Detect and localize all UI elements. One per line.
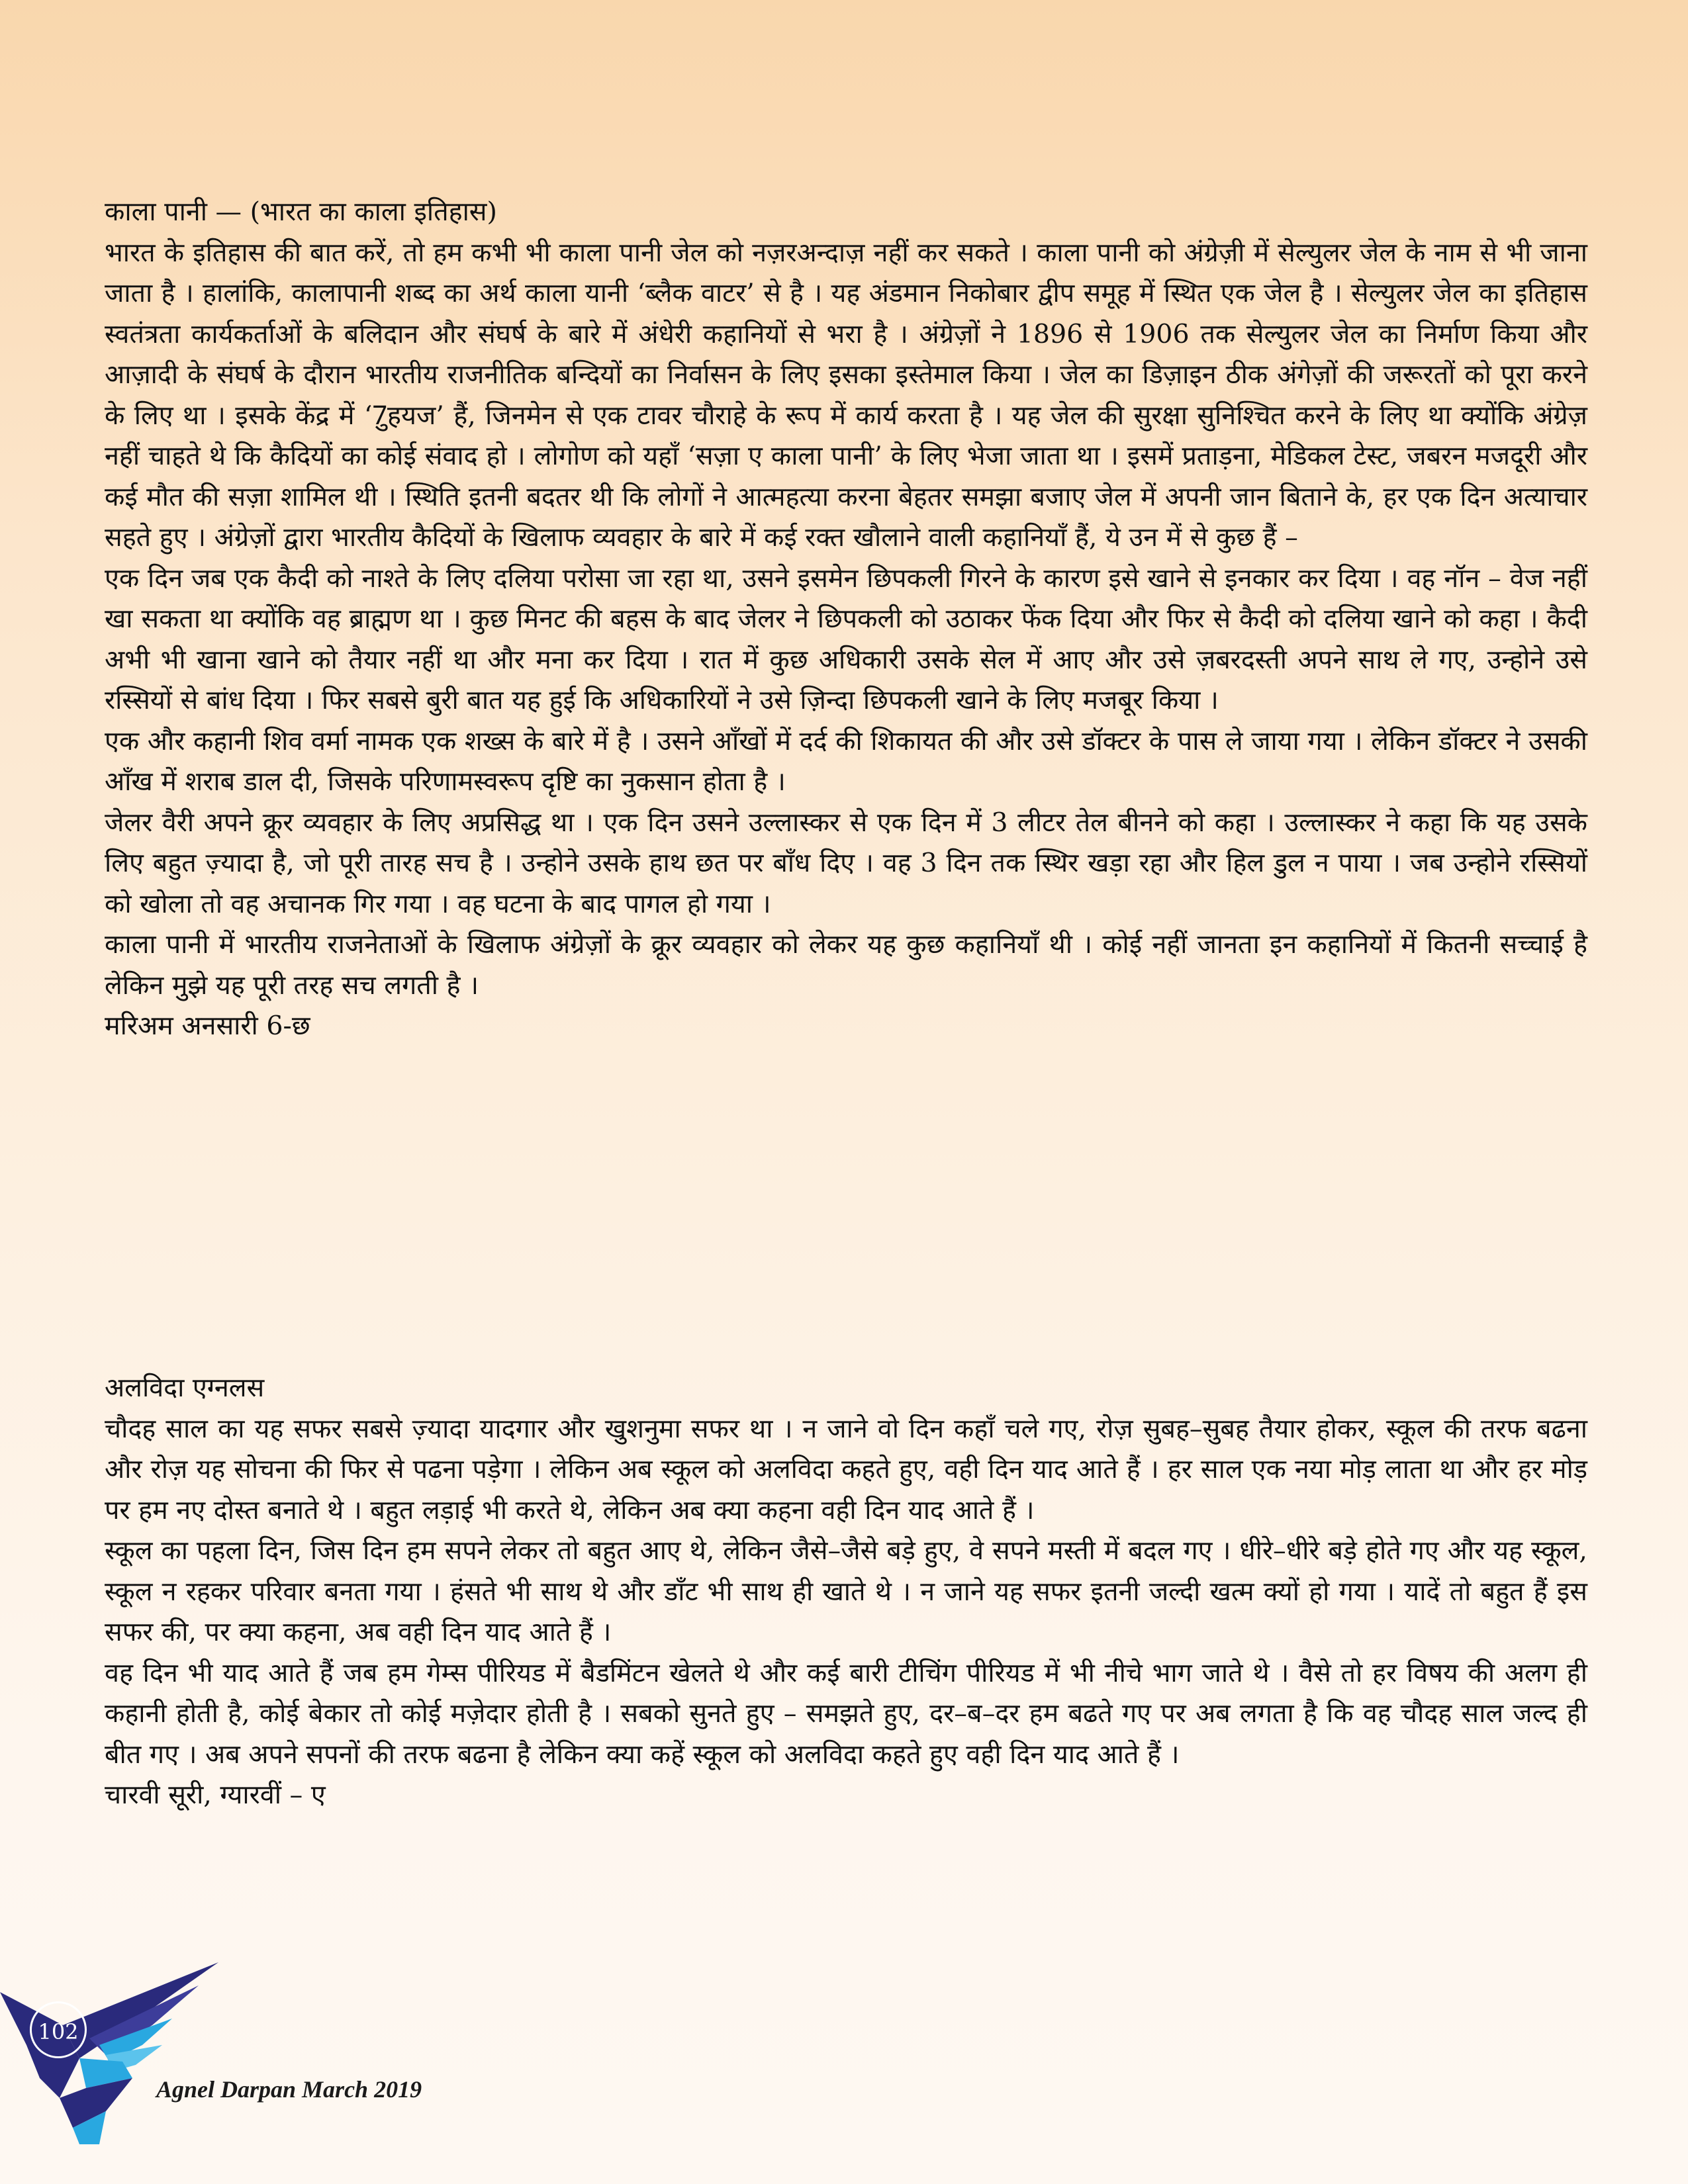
article-paragraph: जेलर वैरी अपने क्रूर व्यवहार के लिए अप्रसिद्ध था । एक दिन उसने उल्लास्कर से एक दिन में 3 लीटर तेल बीनने को कहा । उल्लास्कर ने कहा कि यह उसके लिए बहुत ज़्यादा है, जो पूरी तारह सच है । उन्होने उसके हाथ छत पर बाँध दिए । वह 3 दिन तक स्थिर खड़ा रहा और हिल डुल न पाया । जब उन्होने रस्सियों को खोला तो वह अचानक गिर गया । वह घटना के बाद पागल हो गया ।: [105, 807, 1587, 919]
magazine-footer: Agnel Darpan March 2019: [156, 2076, 422, 2103]
article-paragraph: एक दिन जब एक कैदी को नाश्ते के लिए दलिया परोसा जा रहा था, उसने इसमेन छिपकली गिरने के कारण इसे खाने से इनकार कर दिया । वह नॉन – वेज नहीं खा सकता था क्योंकि वह ब्राह्मण था । कुछ मिनट की बहस के बाद जेलर ने छिपकली को उठाकर फेंक दिया और फिर से कैदी को दलिया खाने को कहा । कैदी अभी भी खाना खाने को तैयार नहीं था और मना कर दिया । रात में कुछ अधिकारी उसके सेल में आए और उसे ज़बरदस्ती अपने साथ ले गए, उन्होने उसे रस्सियों से बांध दिया । फिर सबसे बुरी बात यह हुई कि अधिकारियों ने उसे ज़िन्दा छिपकली खाने के लिए मजबूर किया ।: [105, 563, 1587, 715]
article-paragraph: एक और कहानी शिव वर्मा नामक एक शख्स के बारे में है । उसने आँखों में दर्द की शिकायत की और उसे डॉक्टर के पास ले जाया गया । लेकिन डॉक्टर ने उसकी आँख में शराब डाल दी, जिसके परिणामस्वरूप दृष्टि का नुकसान होता है ।: [105, 725, 1587, 797]
article-paragraph: भारत के इतिहास की बात करें, तो हम कभी भी काला पानी जेल को नज़रअन्दाज़ नहीं कर सकते । काला पानी को अंग्रेज़ी में सेल्युलर जेल के नाम से भी जाना जाता है । हालांकि, कालापानी शब्द का अर्थ काला यानी ‘ब्लैक वाटर’ से है । यह अंडमान निकोबार द्वीप समूह में स्थित एक जेल है । सेल्युलर जेल का इतिहास स्वतंत्रता कार्यकर्ताओं के बलिदान और संघर्ष के बारे में अंधेरी कहानियों से भरा है । अंग्रेज़ों ने 1896 से 1906 तक सेल्युलर जेल का निर्माण किया और आज़ादी के संघर्ष के दौरान भारतीय राजनीतिक बन्दियों का निर्वासन के लिए इसका इस्तेमाल किया । जेल का डिज़ाइन ठीक अंगेज़ों की जरूरतों को पूरा करने के लिए था । इसके केंद्र में ‘7ुहयज’ हैं, जिनमेन से एक टावर चौराहे के रूप में कार्य करता है । यह जेल की सुरक्षा सुनिश्चित करने के लिए था क्योंकि अंग्रेज़ नहीं चाहते थे कि कैदियों का कोई संवाद हो । लोगोण को यहाँ ‘सज़ा ए काला पानी’ के लिए भेजा जाता था । इसमें प्रताड़ना, मेडिकल टेस्ट, जबरन मजदूरी और कई मौत की सज़ा शामिल थी । स्थिति इतनी बदतर थी कि लोगों ने आत्महत्या करना बेहतर समझा बजाए जेल में अपनी जान बिताने के, हर एक दिन अत्याचार सहते हुए । अंग्रेज़ों द्वारा भारतीय कैदियों के खिलाफ व्यवहार के बारे में कई रक्त खौलाने वाली कहानियाँ हैं, ये उन में से कुछ हैं –: [105, 237, 1587, 553]
article-title: अलविदा एग्नलस: [105, 1373, 265, 1403]
article-paragraph: स्कूल का पहला दिन, जिस दिन हम सपने लेकर तो बहुत आए थे, लेकिन जैसे–जैसे बड़े हुए, वे सपने मस्ती में बदल गए । धीरे–धीरे बड़े होते गए और यह स्कूल, स्कूल न रहकर परिवार बनता गया । हंसते भी साथ थे और डाँट भी साथ ही खाते थे । न जाने यह सफर इतनी जल्दी खत्म क्यों हो गया । यादें तो बहुत हैं इस सफर की, पर क्या कहना, अब वही दिन याद आते हैं ।: [105, 1535, 1587, 1647]
article-title: काला पानी — (भारत का काला इतिहास): [105, 197, 497, 227]
article-alvida: [105, 1368, 1587, 1816]
article-paragraph: चौदह साल का यह सफर सबसे ज़्यादा यादगार और खुशनुमा सफर था । न जाने वो दिन कहाँ चले गए, रोज़ सुबह–सुबह तैयार होकर, स्कूल की तरफ बढना और रोज़ यह सोचना की फिर से पढना पड़ेगा । लेकिन अब स्कूल को अलविदा कहते हुए, वही दिन याद आते हैं । हर साल एक नया मोड़ लाता था और हर मोड़ पर हम नए दोस्त बनाते थे । बहुत लड़ाई भी करते थे, लेकिन अब क्या कहना वही दिन याद आते हैं ।: [105, 1413, 1587, 1525]
article-author: मरिअम अनसारी 6-छ: [105, 1011, 310, 1041]
article-paragraph: काला पानी में भारतीय राजनेताओं के खिलाफ अंग्रेज़ों के क्रूर व्यवहार को लेकर यह कुछ कहानियाँ थी । कोई नहीं जानता इन कहानियों में कितनी सच्चाई है लेकिन मुझे यह पूरी तरह सच लगती है ।: [105, 929, 1587, 1001]
article-kala-pani: [105, 192, 1587, 1047]
page-number: 102: [30, 2001, 87, 2058]
article-paragraph: वह दिन भी याद आते हैं जब हम गेम्स पीरियड में बैडमिंटन खेलते थे और कई बारी टीचिंग पीरियड में भी नीचे भाग जाते थे । वैसे तो हर विषय की अलग ही कहानी होती है, कोई बेकार तो कोई मज़ेदार होती है । सबको सुनते हुए – समझते हुए, दर–ब–दर हम बढते गए पर अब लगता है कि वह चौदह साल जल्द ही बीत गए । अब अपने सपनों की तरफ बढना है लेकिन क्या कहें स्कूल को अलविदा कहते हुए वही दिन याद आते हैं ।: [105, 1657, 1587, 1770]
article-author: चारवी सूरी, ग्यारवीं – ए: [105, 1780, 326, 1810]
